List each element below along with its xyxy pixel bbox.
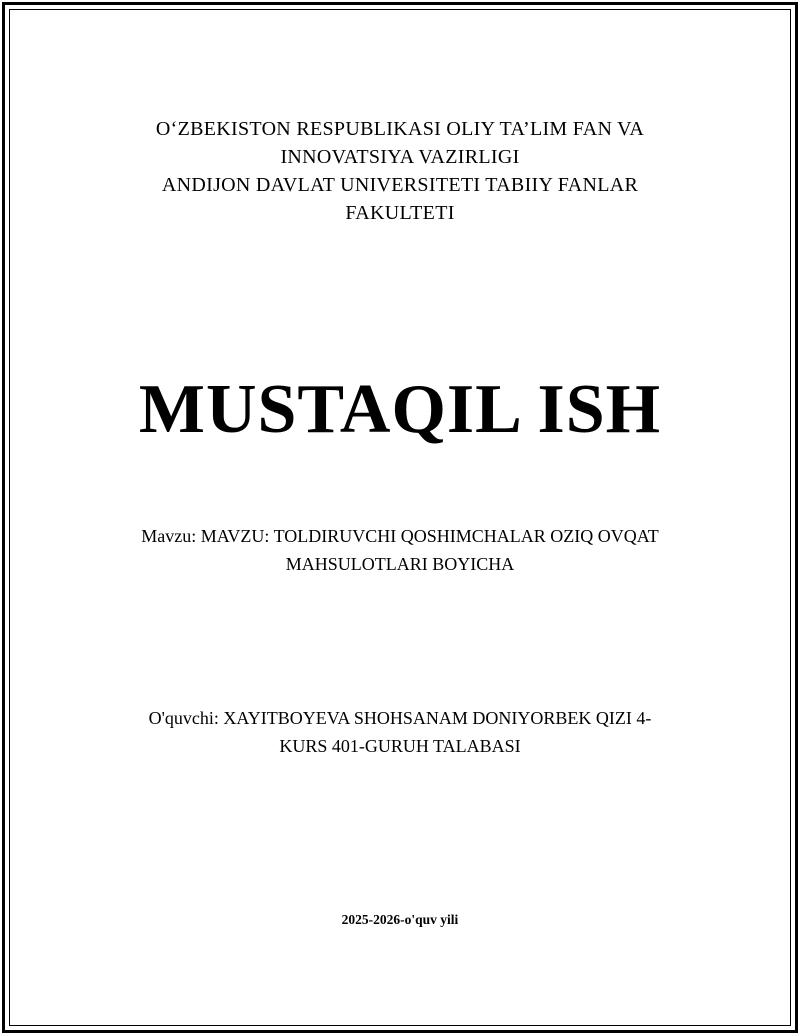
student-line-2: KURS 401-GURUH TALABASI: [279, 736, 521, 756]
topic-line-2: MAHSULOTLARI BOYICHA: [285, 554, 515, 574]
header-line-4: FAKULTETI: [345, 202, 455, 224]
header-line-3: ANDIJON DAVLAT UNIVERSITETI TABIIY FANLAR: [161, 174, 639, 196]
ministry-header: [0, 115, 800, 227]
topic-block: [0, 522, 800, 578]
topic-line-1: Mavzu: MAVZU: TOLDIRUVCHI QOSHIMCHALAR OZIQ OVQAT: [141, 526, 659, 546]
academic-year: 2025-2026-o'quv yili: [341, 912, 459, 927]
header-line-2: INNOVATSIYA VAZIRLIGI: [280, 146, 520, 168]
student-line-1: O'quvchi: XAYITBOYEVA SHOHSANAM DONIYORBEK QIZI 4-: [148, 708, 652, 728]
header-line-1: O‘ZBEKISTON RESPUBLIKASI OLIY TA’LIM FAN VA: [155, 118, 645, 140]
main-title: MUSTAQIL ISH: [138, 371, 662, 448]
student-block: [0, 704, 800, 760]
